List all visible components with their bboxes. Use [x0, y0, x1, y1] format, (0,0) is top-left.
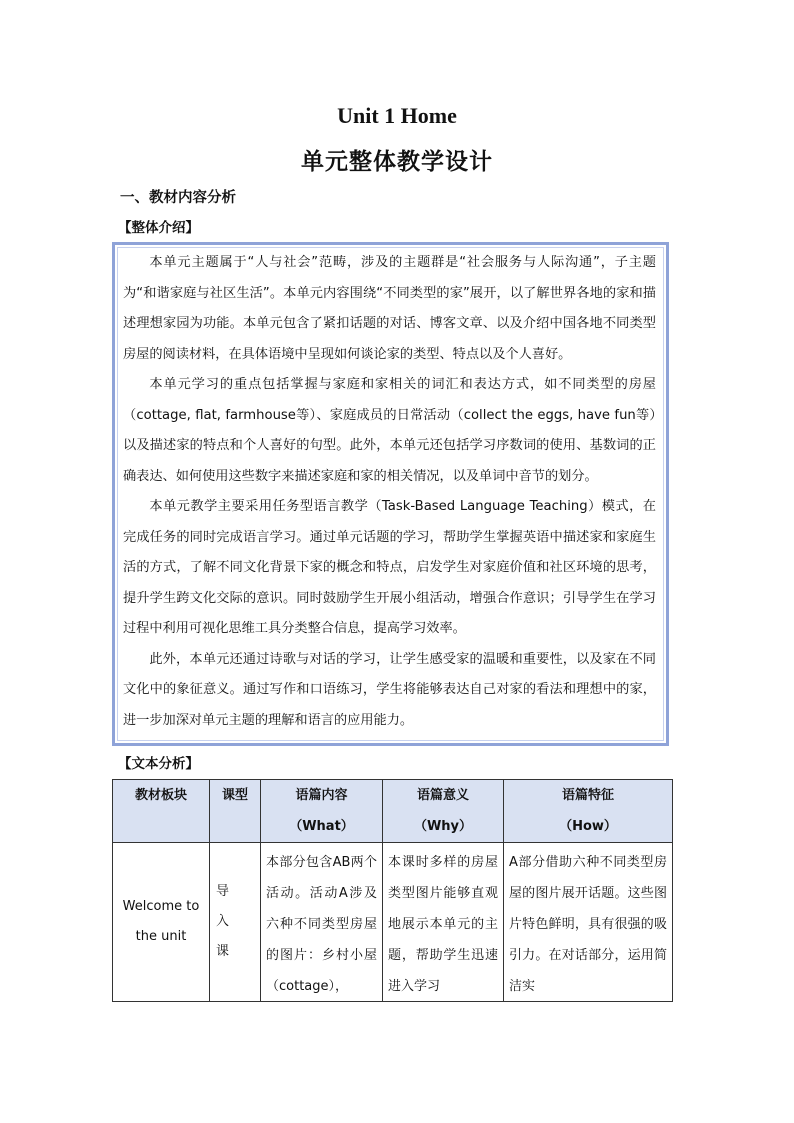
- cell-lesson-type: 导入课: [210, 843, 261, 1002]
- subheading-text-analysis: 【文本分析】: [118, 756, 199, 772]
- header-lesson-type: 课型: [210, 780, 261, 843]
- intro-text: [123, 248, 656, 736]
- cell-how: A部分借助六种不同类型房屋的图片展开话题。这些图片特色鲜明，具有很强的吸引力。在对话部分，运用简洁实: [504, 843, 673, 1002]
- header-what: 语篇内容 （What）: [261, 780, 383, 843]
- intro-paragraph-1: 本单元主题属于“人与社会”范畴，涉及的主题群是“社会服务与人际沟通”，子主题为“和谐家庭与社区生活”。本单元内容围绕“不同类型的家”展开，以了解世界各地的家和描述理想家园为功能。本单元包含了紧扣话题的对话、博客文章、以及介绍中国各地不同类型房屋的阅读材料，在具体语境中呈现如何谈论家的类型、特点以及个人喜好。: [123, 255, 656, 362]
- intro-paragraph-2: 本单元学习的重点包括掌握与家庭和家相关的词汇和表达方式，如不同类型的房屋（cottage, flat, farmhouse等）、家庭成员的日常活动（collect the eggs, have fun等）以及描述家的特点和个人喜好的句型。此外，本单元还包括学习序数词的使用、基数词的正确表达、如何使用这些数字来描述家庭和家的相关情况，以及单词中音节的划分。: [123, 377, 656, 484]
- table-row: [113, 843, 673, 1002]
- title-english: Unit 1 Home: [337, 103, 457, 128]
- cell-what: 本部分包含AB两个活动。活动A涉及六种不同类型房屋的图片：乡村小屋（cottage），: [261, 843, 383, 1002]
- title-chinese: 单元整体教学设计: [301, 149, 493, 175]
- section-heading-textbook-analysis: 一、教材内容分析: [120, 190, 236, 206]
- text-analysis-table: [112, 779, 673, 1002]
- intro-box: [112, 242, 669, 746]
- header-module: 教材板块: [113, 780, 210, 843]
- cell-module: Welcome to the unit: [113, 843, 210, 1002]
- intro-paragraph-4: 此外，本单元还通过诗歌与对话的学习，让学生感受家的温暖和重要性，以及家在不同文化中的象征意义。通过写作和口语练习，学生将能够表达自己对家的看法和理想中的家，进一步加深对单元主题的理解和语言的应用能力。: [123, 651, 656, 728]
- subheading-overall-intro: 【整体介绍】: [118, 220, 199, 236]
- header-how: 语篇特征 （How）: [504, 780, 673, 843]
- table-header-row: [113, 780, 673, 843]
- cell-why: 本课时多样的房屋类型图片能够直观地展示本单元的主题，帮助学生迅速进入学习: [383, 843, 504, 1002]
- header-why: 语篇意义 （Why）: [383, 780, 504, 843]
- intro-paragraph-3: 本单元教学主要采用任务型语言教学（Task-Based Language Teaching）模式，在完成任务的同时完成语言学习。通过单元话题的学习，帮助学生掌握英语中描述家和家庭生活的方式，了解不同文化背景下家的概念和特点，启发学生对家庭价值和社区环境的思考，提升学生跨文化交际的意识。同时鼓励学生开展小组活动，增强合作意识；引导学生在学习过程中利用可视化思维工具分类整合信息，提高学习效率。: [123, 499, 656, 636]
